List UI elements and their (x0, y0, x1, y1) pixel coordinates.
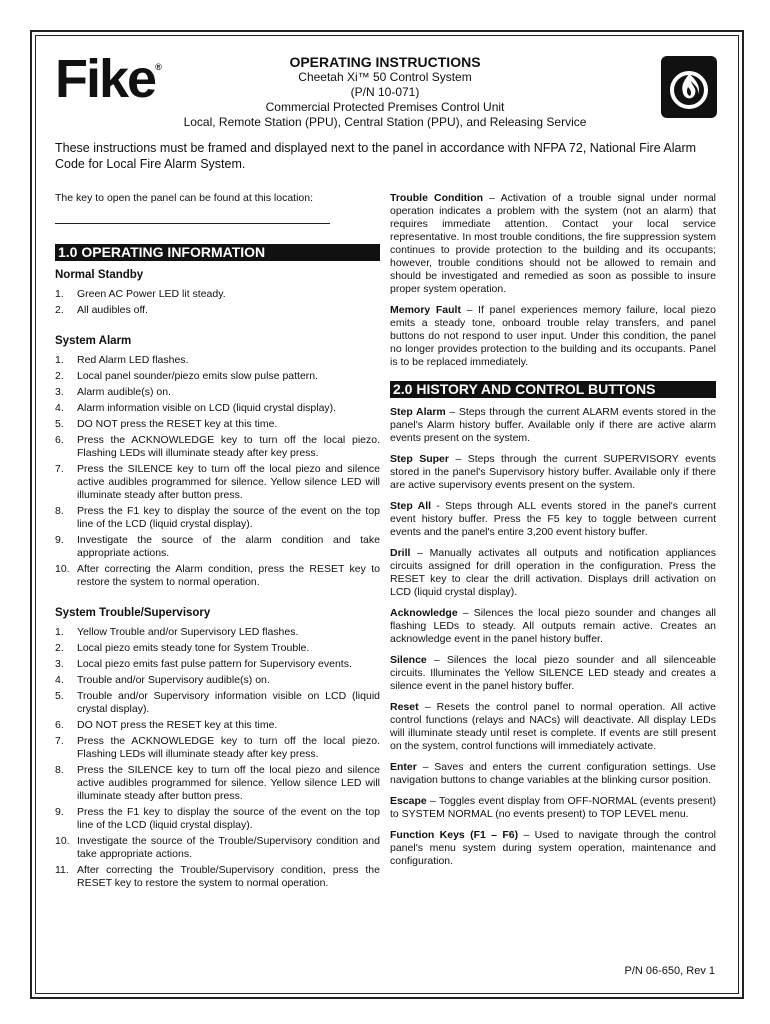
trouble-step: 8. Press the SILENCE key to turn off the local piezo and silence active audibles programmed for silence. Yellow silence LED will illuminate steady after button press. (55, 764, 380, 802)
trouble-step: 11. After correcting the Trouble/Supervisory condition, press the RESET key to restore the system to normal operation. (55, 864, 380, 889)
button-description: Escape – Toggles event display from OFF-NORMAL (events present) to SYSTEM NORMAL (no events present) to TOP LEVEL menu. (390, 795, 716, 820)
button-description: Silence – Silences the local piezo sounder and all silenceable circuits. Illuminates the Yellow SILENCE LED steady and creates a silence event in the panel history buffer. (390, 654, 716, 692)
trouble-step: 4. Trouble and/or Supervisory audible(s) on. (55, 674, 270, 686)
normal-standby-heading: Normal Standby (55, 269, 144, 281)
left-column (55, 192, 380, 893)
header-line-2: (P/N 10-071) (350, 85, 420, 99)
alarm-step: 8. Press the F1 key to display the source of the event on the top line of the LCD (liquid crystal display). (55, 505, 380, 530)
alarm-step: 5. DO NOT press the RESET key at this time. (55, 418, 278, 430)
alarm-step: 1. Red Alarm LED flashes. (55, 354, 189, 366)
document-header (150, 55, 620, 130)
standby-step: 2. All audibles off. (55, 304, 149, 316)
memory-fault-paragraph: Memory Fault – If panel experiences memory failure, local piezo emits a steady tone, onboard trouble relay transfers, and panel buttons do not respond to user input. Under this condition, the panel no longer provides protection to the building and its occupants. Panel is to be replaced immediately. (390, 304, 717, 368)
trouble-step: 9. Press the F1 key to display the source of the event on the top line of the LCD (liquid crystal display). (55, 806, 380, 831)
header-line-4: Local, Remote Station (PPU), Central Station (PPU), and Releasing Service (183, 115, 587, 129)
trouble-step: 1. Yellow Trouble and/or Supervisory LED flashes. (55, 626, 299, 638)
trouble-step: 2. Local piezo emits steady tone for System Trouble. (55, 642, 310, 654)
alarm-step: 4. Alarm information visible on LCD (liquid crystal display). (55, 402, 337, 414)
trouble-step: 7. Press the ACKNOWLEDGE key to turn off the local piezo. Flashing LEDs will illuminate steady after key press. (55, 735, 380, 760)
button-description: Step All - Steps through ALL events stored in the panel's current event history buffer. Press the F5 key to toggle between current events and the panel's entire 3,200 event history buffer. (390, 500, 716, 538)
section-2-heading: 2.0 HISTORY AND CONTROL BUTTONS (390, 381, 716, 398)
trouble-step: 10. Investigate the source of the Trouble/Supervisory condition and take appropriate actions. (55, 835, 380, 860)
system-alarm-list (55, 354, 380, 589)
button-description: Acknowledge – Silences the local piezo sounder and changes all flashing LEDs to steady. All outputs remain active. Creates an acknowledge event in the panel history buffer. (390, 607, 716, 645)
alarm-step: 7. Press the SILENCE key to turn off the local piezo and silence active audibles programmed for silence. Yellow silence LED will illuminate steady after button press. (55, 463, 380, 501)
alarm-step: 2. Local panel sounder/piezo emits slow pulse pattern. (55, 370, 319, 382)
button-description: Step Super – Steps through the current SUPERVISORY events stored in the panel's Supervisory history buffer. Available only if there are active supervisory events present on the system. (390, 453, 717, 491)
button-descriptions (390, 406, 716, 868)
button-description: Drill – Manually activates all outputs and notification appliances circuits assigned for drill operation in the configuration. Press the RESET key to clear the drill activation. Displays drill activation on LCD (liquid crystal display). (390, 547, 716, 598)
part-number-footer: P/N 06-650, Rev 1 (624, 965, 715, 977)
system-alarm-heading: System Alarm (55, 335, 132, 347)
alarm-step: 6. Press the ACKNOWLEDGE key to turn off the local piezo. Flashing LEDs will illuminate steady after key press. (55, 434, 380, 459)
fike-logo: Fike® (55, 49, 162, 109)
trouble-step: 3. Local piezo emits fast pulse pattern for Supervisory events. (55, 658, 352, 670)
system-trouble-heading: System Trouble/Supervisory (55, 607, 211, 619)
right-column (390, 192, 716, 876)
document-title: OPERATING INSTRUCTIONS (289, 54, 481, 70)
button-description: Enter – Saves and enters the current configuration settings. Use navigation buttons to change variables at the blinking cursor position. (390, 761, 716, 786)
system-trouble-list (55, 626, 380, 890)
key-location-label: The key to open the panel can be found at this location: (55, 192, 314, 204)
alarm-step: 10. After correcting the Alarm condition, press the RESET key to restore the system to normal operation. (55, 563, 380, 588)
flame-icon (661, 56, 717, 118)
header-line-1: Cheetah Xi™ 50 Control System (298, 70, 472, 84)
button-description: Step Alarm – Steps through the current ALARM events stored in the panel's Alarm history buffer. Available only if there are active alarm events present on the system. (390, 406, 717, 444)
trouble-step: 6. DO NOT press the RESET key at this time. (55, 719, 278, 731)
section-1-heading: 1.0 OPERATING INFORMATION (55, 244, 380, 261)
standby-step: 1. Green AC Power LED lit steady. (55, 288, 226, 300)
normal-standby-list (55, 288, 380, 317)
button-description: Reset – Resets the control panel to normal operation. All active control functions (relays and NACs) will deactivate. All display LEDs will illuminate steady until reset is complete. If events are still present on the system, control functions will immediately activate. (390, 701, 716, 752)
trouble-condition-paragraph: Trouble Condition – Activation of a trouble signal under normal operation indicates a problem with the system (not an alarm) that requires immediate attention. Contact your local service representative. In most trouble conditions, the fire suppression system continues to provide protection to the building and its occupants; however, trouble conditions should not be allowed to remain and should be investigated and remedied as soon as possible to insure proper system operation. (390, 192, 716, 295)
alarm-step: 3. Alarm audible(s) on. (55, 386, 171, 398)
key-location-blank (55, 205, 330, 224)
alarm-step: 9. Investigate the source of the alarm condition and take appropriate actions. (55, 534, 380, 559)
header-line-3: Commercial Protected Premises Control Unit (265, 100, 505, 114)
trouble-step: 5. Trouble and/or Supervisory information visible on LCD (liquid crystal display). (55, 690, 380, 715)
intro-paragraph: These instructions must be framed and displayed next to the panel in accordance with NFPA 72, National Fire Alarm Code for Local Fire Alarm System. (55, 141, 697, 171)
button-description: Function Keys (F1 – F6) – Used to navigate through the control panel's menu system during system operation, maintenance and configuration. (390, 829, 716, 867)
